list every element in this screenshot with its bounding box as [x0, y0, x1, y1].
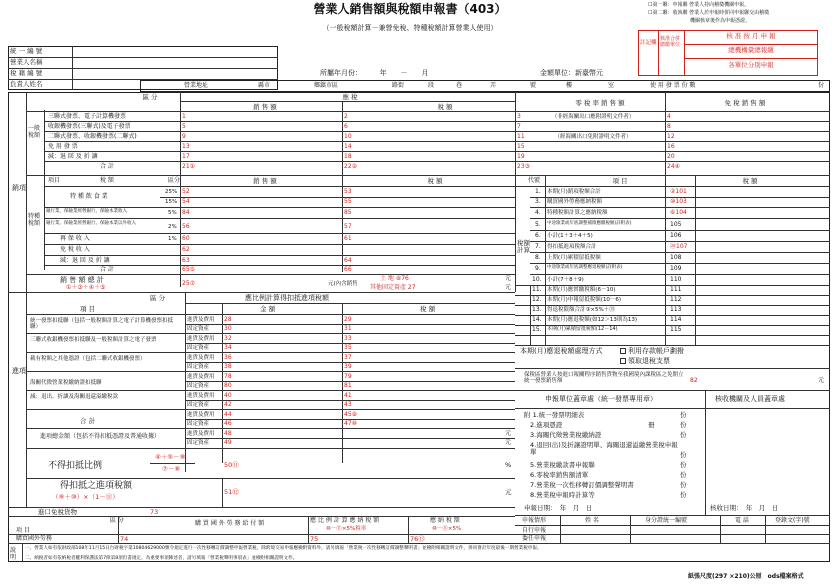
- code[interactable]: 80: [224, 382, 232, 389]
- code[interactable]: 40: [224, 392, 232, 399]
- calc-code[interactable]: 106: [670, 232, 682, 239]
- calc-label: 中途歇業或年底調整補徵應繳稅額(詳附表): [547, 221, 632, 226]
- total-sales-formula: ①＋③＋④＋⑤: [66, 284, 106, 291]
- code[interactable]: 20: [667, 153, 675, 160]
- uniform-no-label: 統 一 編 號: [10, 47, 43, 55]
- land-code[interactable]: 土 地 ⑧76: [380, 275, 409, 282]
- foreign-code-3[interactable]: 76⑬: [410, 535, 425, 543]
- code[interactable]: 56: [182, 223, 190, 230]
- total-sales-label: 銷 售 額 總 計: [60, 276, 104, 284]
- sub-type: 進貨及費用: [187, 317, 215, 323]
- note-1: 一、營業人如有依財政部108年11月15日台財稅字第10804629000號令規定進行一次性移轉訂價調整申報營業稅，除跨境交易申報應檢附資料外，請另填報「營業稅一次性移轉訂價調整聲明書」並檢附相關證明文件，併同會計年度最後一期營業稅申報。: [25, 546, 542, 551]
- code[interactable]: 43: [344, 401, 352, 408]
- customs-code[interactable]: 82: [690, 377, 698, 384]
- sub-type: 進貨及費用: [187, 431, 215, 437]
- copy-note-1: ☐第一聯：申報聯 營業人持向稽徵機關申報。: [648, 2, 750, 8]
- code[interactable]: 18: [344, 153, 352, 160]
- office-stamp-label: 核收機關及人員蓋章處: [715, 395, 785, 403]
- refund-opt-label: 領取退稅支票: [628, 357, 670, 365]
- sub-type: 進貨及費用: [187, 374, 215, 380]
- code[interactable]: 55: [344, 198, 352, 205]
- code[interactable]: 37: [344, 354, 352, 361]
- calc-code[interactable]: 111: [670, 286, 682, 293]
- business-stamp-label: 申報單位蓋章處（統一發票專用章）: [545, 395, 657, 403]
- calc-label: 小計(1＋3＋4＋5): [547, 233, 593, 239]
- deduct-code[interactable]: 51⑫: [224, 488, 239, 496]
- receive-date[interactable]: 核收日期： 年 月 日: [710, 504, 779, 512]
- code[interactable]: 14: [344, 143, 352, 150]
- addr-alley: 弄: [490, 82, 497, 89]
- code[interactable]: 23③: [517, 163, 531, 170]
- code[interactable]: 16: [667, 143, 675, 150]
- attach-unit-5: 份: [680, 461, 687, 469]
- remark-hq: 總機構彙總報繳: [728, 46, 774, 54]
- calc-code[interactable]: 110: [670, 276, 682, 283]
- regular-label: 一般稅額: [28, 125, 41, 139]
- code[interactable]: 5: [182, 123, 186, 130]
- calc-code[interactable]: 108: [670, 254, 682, 261]
- foreign-zone: 區 分: [110, 517, 124, 524]
- special-tax-h: 稅 額: [100, 177, 114, 184]
- code[interactable]: 17: [182, 153, 190, 160]
- business-name-label: 營業人名稱: [10, 58, 43, 66]
- code[interactable]: 21①: [182, 163, 196, 170]
- calc-code-h: 代號: [528, 177, 541, 184]
- calc-label: 本期(月)申報留抵稅額(10－6): [547, 297, 622, 303]
- input-col-item: 項 目: [80, 305, 96, 313]
- calc-no: 12.: [532, 296, 542, 303]
- calc-side-label: 稅額計算: [517, 239, 530, 255]
- filing-phone-h: 電 話: [735, 517, 749, 524]
- code[interactable]: 41: [344, 392, 352, 399]
- code[interactable]: 52: [182, 188, 190, 195]
- refund-opt-transfer[interactable]: [620, 348, 684, 356]
- code[interactable]: 35: [344, 344, 352, 351]
- addr-road: 路街: [392, 82, 405, 89]
- attach-item-2: 2.進項憑證: [530, 421, 563, 429]
- input-col-amount: 金 額: [260, 305, 276, 313]
- ratio-code[interactable]: 50⑪: [224, 461, 239, 469]
- calc-no: 11.: [532, 286, 542, 293]
- refund-opt-label: 利用存款帳戶劃撥: [628, 347, 684, 355]
- col-zone: 區 分: [142, 93, 158, 101]
- code[interactable]: 53: [344, 188, 352, 195]
- addr-room: 室: [608, 82, 615, 89]
- input-col-tax: 稅 額: [420, 305, 436, 313]
- calc-no: 8.: [535, 254, 541, 261]
- code[interactable]: 66: [344, 266, 352, 273]
- address-label: 營業地址: [184, 82, 209, 89]
- import-label: 進口免稅貨物: [38, 508, 77, 516]
- calc-code[interactable]: 112: [670, 296, 682, 303]
- form-title: 營業人銷售額與稅額申報書（403）: [313, 2, 507, 16]
- calc-code[interactable]: 115: [670, 326, 682, 333]
- addr-district: 鄉鎮市區: [314, 82, 339, 89]
- output-side-label: 銷項: [12, 184, 26, 192]
- calc-no: 14.: [532, 316, 542, 323]
- foreign-label: 購買國外勞務: [16, 535, 53, 542]
- calc-code[interactable]: 105: [670, 221, 682, 228]
- form-subtitle: （一般稅額計算－兼營免稅、特種稅額計算營業人使用）: [322, 24, 498, 32]
- calc-no: 9.: [535, 265, 541, 272]
- code[interactable]: 8: [667, 123, 671, 130]
- code[interactable]: 3: [517, 113, 521, 120]
- code[interactable]: 7: [517, 123, 521, 130]
- sub-type: 進貨及費用: [187, 336, 215, 342]
- row-label: 特 種 飲 食 業: [70, 193, 108, 200]
- filing-self[interactable]: 自行申報: [522, 527, 547, 534]
- code[interactable]: 78: [224, 373, 232, 380]
- row-label: 銀行業、保險業經營銀行、保險本業收入: [46, 209, 127, 214]
- row-label: 合 計: [100, 266, 114, 273]
- calc-label: 上期(月)累積留抵稅額: [547, 255, 601, 261]
- rate: 5%: [168, 210, 177, 216]
- code[interactable]: 62: [182, 246, 190, 253]
- code[interactable]: 45⑨: [344, 411, 358, 418]
- sub-type: 固定資產: [187, 440, 210, 446]
- calc-code[interactable]: 113: [670, 306, 682, 313]
- ratio-label: 不得扣抵比例: [48, 461, 103, 471]
- row-label: 三聯式收銀機發票扣抵聯及一般稅額計算之電子發票: [30, 337, 157, 343]
- address-row: [140, 80, 830, 92]
- code[interactable]: 48: [224, 430, 232, 437]
- calc-label: 本期(月)應退稅額(如12＞13則為13): [547, 317, 638, 323]
- calc-code[interactable]: 114: [670, 316, 682, 323]
- code[interactable]: 6: [344, 123, 348, 130]
- col-exempt: 免 稅 銷 售 額: [724, 99, 766, 107]
- code[interactable]: 46: [224, 420, 232, 427]
- addr-number: 號: [530, 82, 537, 89]
- attach-unit-2: 份: [680, 421, 687, 429]
- row-label: 收銀機發票(三聯式)及電子發票: [48, 123, 131, 130]
- calc-label: 本期(月)應實繳稅額(6－10): [547, 287, 616, 293]
- addr-section: 段: [428, 82, 435, 89]
- calc-no: 1.: [535, 188, 541, 195]
- remarks-label: 註記欄: [640, 40, 657, 46]
- copy-note-3: 機關核章後作為申報憑證。: [690, 18, 751, 24]
- code[interactable]: 57: [344, 223, 352, 230]
- zero-note-export: （經海關出口免附證明文件者）: [554, 134, 632, 140]
- row-label: 減：退出、折讓及海關退還溢繳稅款: [30, 394, 119, 400]
- code[interactable]: 39: [344, 363, 352, 370]
- attach-item-5: 5.營業稅繳款書申報聯: [530, 461, 595, 469]
- yuan-in-1: 元: [505, 430, 512, 437]
- sub-type: 固定資產: [187, 326, 210, 332]
- calc-code[interactable]: 109: [670, 265, 682, 272]
- calc-no: 13.: [532, 306, 542, 313]
- rate: 25%: [165, 189, 178, 195]
- code[interactable]: 54: [182, 198, 190, 205]
- code[interactable]: 38: [224, 363, 232, 370]
- code[interactable]: 11: [517, 133, 525, 140]
- attach-item-4: 4.退回(出)及折讓證明單、海關退還溢繳營業稅申報單: [530, 441, 678, 457]
- addr-floor: 樓: [566, 82, 573, 89]
- code[interactable]: 1: [182, 113, 186, 120]
- foreign-formula-1: ⑩－⑪×5%稅率: [326, 526, 367, 532]
- row-label: 合 計: [100, 163, 114, 170]
- row-label: 三聯式發票、電子計算機發票: [48, 113, 127, 120]
- rate: 1%: [168, 236, 177, 242]
- zero-note-nonexport: （非經海關出口應附證明文件者）: [551, 114, 635, 120]
- attach-header: 附 1.統一發票明細表: [524, 411, 585, 419]
- col-zero-rate: 零 稅 率 銷 售 額: [575, 99, 625, 107]
- notes-label: 說明: [10, 547, 17, 561]
- special-label: 特種稅額: [28, 213, 41, 227]
- attach-unit-1: 份: [680, 411, 687, 419]
- note-2: 二、納稅者如有依納稅者權利保護法第7條第8項但書規定，為重要事項陳述者，請另填報「營業稅聲明事項表」並檢附相關證明文件。: [25, 556, 298, 561]
- owner-label: 負責人姓名: [10, 80, 43, 88]
- special-tax-col-h: 稅 額: [427, 177, 443, 185]
- calc-no: 6.: [535, 232, 541, 239]
- sub-type: 進貨及費用: [187, 412, 215, 418]
- customs-note: 保稅區營業人按進口報關程序銷售貨物至我國境內課稅區之免開立統一發票銷售額: [524, 372, 684, 385]
- calc-label: 小計(7＋8＋9): [547, 277, 584, 283]
- code[interactable]: 42: [224, 401, 232, 408]
- remarks-sub: 核准合併總繳單位: [660, 36, 681, 48]
- code[interactable]: 32: [224, 335, 232, 342]
- foreign-payable: 應 納 稅 額: [430, 517, 460, 524]
- code[interactable]: 13: [182, 143, 190, 150]
- sub-type: 進貨及費用: [187, 393, 215, 399]
- row-label: 銀行業、保險業經營銀行、保險本業以外收入: [46, 221, 136, 226]
- calc-label: 得扣抵進項稅額合計: [547, 244, 597, 250]
- col-tax: 稅 額: [437, 103, 453, 111]
- attach-unit-4: 份: [680, 451, 687, 459]
- code[interactable]: 84: [182, 209, 190, 216]
- other-assets-code[interactable]: 其他固定資產 27: [370, 284, 416, 291]
- attach-unit-7: 份: [680, 481, 687, 489]
- code[interactable]: 22②: [344, 163, 358, 170]
- addr-city: 縣市: [258, 82, 271, 89]
- copy-note-2: ☐第二聯：收執聯 營業人於申報時併同申報聯交由稽徵: [648, 10, 770, 16]
- addr-lane: 巷: [456, 82, 463, 89]
- code[interactable]: 31: [344, 325, 352, 332]
- code[interactable]: 12: [667, 133, 675, 140]
- sub-type: 進貨及費用: [187, 355, 215, 361]
- row-label: 減：退 回 及 折 讓: [48, 153, 98, 160]
- sub-type: 固定資產: [187, 383, 210, 389]
- code[interactable]: 2: [344, 113, 348, 120]
- attach-item-6: 6.零稅率銷售額清單: [530, 471, 589, 479]
- row-label: 二聯式發票、收銀機發票(二聯式): [48, 133, 137, 140]
- code[interactable]: 60: [182, 235, 190, 242]
- invoice-count-unit: 份: [818, 82, 825, 89]
- code[interactable]: 65⑤: [182, 266, 196, 273]
- attach-item-8: 8.營業稅申報時計算等: [530, 491, 595, 499]
- sub-type: 固定資產: [187, 364, 210, 370]
- import-code[interactable]: 73: [150, 508, 159, 516]
- attach-unit-6: 份: [680, 471, 687, 479]
- code[interactable]: 9: [182, 133, 186, 140]
- foreign-item: 項 目: [16, 527, 30, 534]
- calc-no: 15.: [532, 326, 542, 333]
- input-col-proportion: 應比例計算得扣抵進項稅額: [245, 294, 329, 302]
- special-zone-h: 區分: [168, 177, 181, 184]
- code[interactable]: 64: [344, 257, 352, 264]
- col-sales: 銷 售 額: [253, 103, 277, 111]
- land-note: 元(內含銷售: [328, 281, 358, 287]
- calc-label: 購買國外勞務應納稅額: [547, 199, 603, 205]
- calc-no: 10.: [532, 276, 542, 283]
- input-side-label: 進項: [12, 367, 26, 375]
- filing-reg-h: 登錄文(字)號: [775, 517, 810, 524]
- code[interactable]: 34: [224, 344, 232, 351]
- row-label: 減：退 回 及 折 讓: [60, 257, 110, 264]
- code[interactable]: 24④: [667, 163, 681, 170]
- total-input-label: 進項總金額（包括不得扣抵憑證及普通收據）: [40, 433, 161, 440]
- remark-monthly: 核 准 按 月 申 報: [726, 32, 776, 40]
- code[interactable]: 85: [344, 209, 352, 216]
- row-label: 合 計: [80, 417, 96, 425]
- foreign-pay: 購 買 國 外 勞 務 給 付 額: [195, 520, 265, 527]
- row-label: 免 稅 收 入: [60, 246, 90, 253]
- row-label: 海關代徵營業稅繳納證扣抵聯: [30, 380, 102, 386]
- calc-code[interactable]: ②101: [670, 188, 687, 195]
- calc-label: 本期(月)累積留抵稅額(12－14): [547, 326, 618, 332]
- checkbox-icon[interactable]: [620, 348, 626, 354]
- period-field[interactable]: 所屬年月份： 年 － 月: [320, 69, 429, 77]
- ratio-pct: %: [505, 461, 512, 469]
- calc-item-h: 項 目: [612, 177, 628, 185]
- foreign-code-1[interactable]: 74: [120, 535, 129, 543]
- paper-size: 紙張尺度(297 ×210)公厘 ods檔案格式: [688, 573, 804, 580]
- attach-sheet: 冊: [648, 421, 655, 429]
- foreign-prop: 應 比 例 計 算 應 納 稅 額: [310, 517, 380, 524]
- filing-name-h: 姓 名: [585, 517, 599, 524]
- row-label: 再 保 收 入: [60, 235, 90, 242]
- customs-yuan: 元: [818, 377, 825, 384]
- code[interactable]: 10: [344, 133, 352, 140]
- filing-date[interactable]: 申報日期： 年 月 日: [524, 504, 593, 512]
- row-label: 免 用 發 票: [48, 143, 78, 150]
- row-label: 載有稅額之其他憑證（包括二聯式收銀機發票）: [30, 356, 146, 362]
- sub-type: 固定資產: [187, 345, 210, 351]
- attach-item-7: 7.營業稅一次性移轉訂價調整聲明書: [530, 481, 634, 489]
- code[interactable]: 79: [344, 373, 352, 380]
- calc-code[interactable]: ⑥104: [670, 209, 687, 216]
- calc-no: 3.: [535, 198, 541, 205]
- code[interactable]: 29: [344, 316, 352, 323]
- calc-label: 中途歇業或年底調整應退稅額(詳附表): [547, 265, 623, 270]
- code[interactable]: 47⑩: [344, 420, 358, 427]
- special-sales-h: 銷 售 額: [253, 177, 277, 185]
- invoice-count-label: 使 用 發 票 份 數: [650, 82, 696, 89]
- calc-no: 4.: [535, 209, 541, 216]
- ratio-formula-den: ⑦－⑧: [162, 465, 181, 473]
- yuan-in-2: 元: [505, 439, 512, 446]
- calc-code[interactable]: ⑳107: [670, 243, 688, 250]
- deduct-yuan: 元: [505, 488, 512, 496]
- calc-tax-h: 稅 額: [742, 177, 758, 185]
- deduct-label: 得扣抵之進項稅額: [60, 481, 133, 491]
- rate: 2%: [168, 224, 177, 230]
- refund-opt-cheque[interactable]: [620, 358, 670, 366]
- unit-note: 金額單位：新臺幣元: [540, 69, 603, 77]
- sub-type: 固定資產: [187, 402, 210, 408]
- checkbox-icon[interactable]: [620, 358, 626, 364]
- code[interactable]: 81: [344, 382, 352, 389]
- ratio-formula-num: ④＋⑤－⑧: [155, 453, 186, 461]
- filing-status-h: 申報情形: [522, 517, 547, 524]
- yuan-1: 元: [505, 275, 512, 282]
- special-item-h: 項目: [48, 177, 61, 184]
- tax-id-label: 稅 籍 編 號: [10, 69, 43, 77]
- calc-label: 特種稅額計算之應納稅額: [547, 210, 608, 216]
- code[interactable]: 44: [224, 411, 232, 418]
- remark-separate: 各單位分別申報: [728, 61, 774, 69]
- code[interactable]: 36: [224, 354, 232, 361]
- code[interactable]: 33: [344, 335, 352, 342]
- code[interactable]: 28: [224, 316, 232, 323]
- row-label: 統一發票扣抵聯（包括一般稅額計算之電子計算機發票扣抵聯）: [30, 318, 174, 331]
- calc-label: 得退稅限額合計③×5%＋⑬: [547, 307, 615, 313]
- code[interactable]: 49: [224, 439, 232, 446]
- refund-title: 本期(月)應退稅額處理方式: [520, 347, 603, 355]
- total-sales-code[interactable]: 25⑦: [182, 280, 196, 287]
- col-taxable: 應 稅: [342, 93, 358, 101]
- input-col-zone: 區 分: [150, 294, 166, 302]
- code[interactable]: 4: [667, 113, 671, 120]
- rate: 15%: [165, 199, 178, 205]
- code[interactable]: 15: [517, 143, 525, 150]
- yuan-2: 元: [505, 284, 512, 291]
- calc-no: 5.: [535, 221, 541, 228]
- calc-code[interactable]: ⑩103: [670, 198, 687, 205]
- code[interactable]: 61: [344, 235, 352, 242]
- code[interactable]: 63: [182, 257, 190, 264]
- attach-unit-8: 份: [680, 491, 687, 499]
- code[interactable]: 30: [224, 325, 232, 332]
- filing-agent[interactable]: 委任申報: [522, 535, 547, 542]
- foreign-code-2[interactable]: 75: [310, 535, 319, 543]
- attach-unit-3: 份: [680, 431, 687, 439]
- attach-item-3: 3.海關代徵營業稅繳納證: [530, 431, 602, 439]
- calc-no: 7.: [535, 243, 541, 250]
- calc-label: 本期(月)銷項稅額合計: [547, 189, 601, 195]
- code[interactable]: 19: [517, 153, 525, 160]
- filing-id-h: 身分證統一編號: [645, 517, 688, 524]
- deduct-formula: （⑨＋⑩）×（1－⑪）: [52, 493, 119, 501]
- sub-type: 固定資產: [187, 421, 210, 427]
- foreign-formula-2: ⑩－⑪×5%: [432, 526, 462, 532]
